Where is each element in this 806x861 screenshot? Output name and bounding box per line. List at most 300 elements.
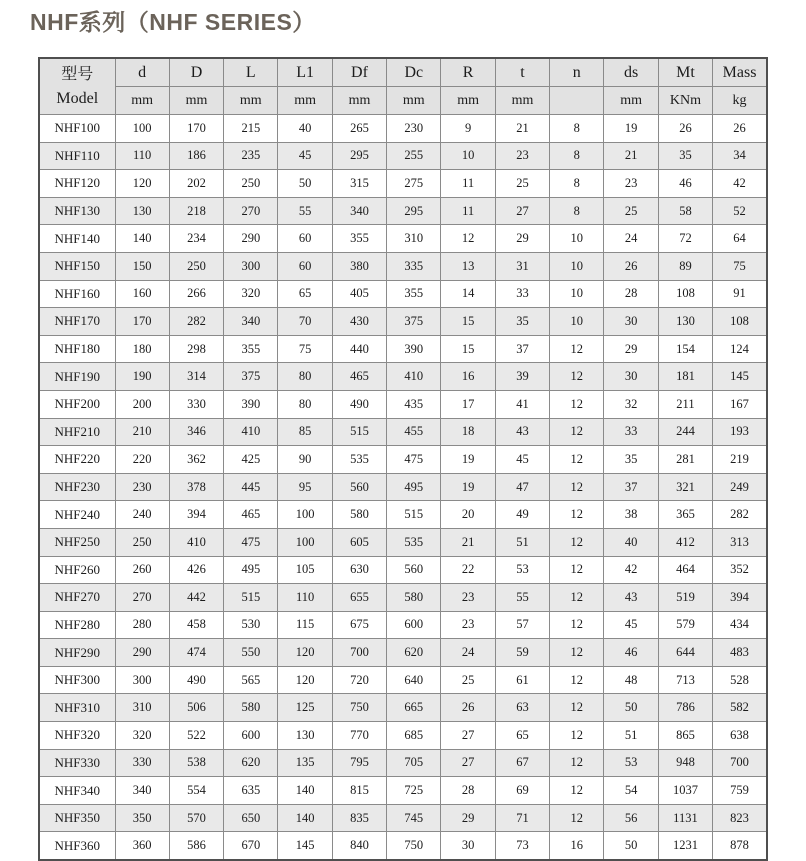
value-cell-3: 125 — [278, 694, 332, 722]
value-cell-7: 71 — [495, 804, 549, 832]
value-cell-6: 11 — [441, 170, 495, 198]
value-cell-6: 24 — [441, 639, 495, 667]
value-cell-3: 80 — [278, 390, 332, 418]
column-header-df: Df — [332, 58, 386, 87]
column-header-n: n — [550, 58, 604, 87]
table-row — [39, 280, 767, 308]
value-cell-2: 445 — [224, 473, 278, 501]
value-cell-4: 340 — [332, 197, 386, 225]
model-cell: NHF340 — [39, 777, 115, 805]
table-row — [39, 363, 767, 391]
value-cell-10: 26 — [658, 115, 712, 143]
value-cell-9: 33 — [604, 418, 658, 446]
value-cell-1: 570 — [169, 804, 223, 832]
model-cell: NHF210 — [39, 418, 115, 446]
value-cell-0: 240 — [115, 501, 169, 529]
value-cell-7: 45 — [495, 446, 549, 474]
value-cell-10: 35 — [658, 142, 712, 170]
value-cell-9: 26 — [604, 252, 658, 280]
value-cell-3: 145 — [278, 832, 332, 860]
value-cell-2: 375 — [224, 363, 278, 391]
value-cell-2: 320 — [224, 280, 278, 308]
value-cell-2: 635 — [224, 777, 278, 805]
value-cell-3: 120 — [278, 666, 332, 694]
value-cell-10: 1231 — [658, 832, 712, 860]
value-cell-7: 67 — [495, 749, 549, 777]
value-cell-6: 17 — [441, 390, 495, 418]
value-cell-2: 670 — [224, 832, 278, 860]
value-cell-10: 948 — [658, 749, 712, 777]
value-cell-5: 725 — [387, 777, 441, 805]
value-cell-11: 759 — [713, 777, 767, 805]
column-unit-df: mm — [332, 87, 386, 115]
value-cell-10: 211 — [658, 390, 712, 418]
model-cell: NHF200 — [39, 390, 115, 418]
value-cell-5: 640 — [387, 666, 441, 694]
column-header-mt: Mt — [658, 58, 712, 87]
table-row — [39, 115, 767, 143]
table-row — [39, 418, 767, 446]
column-unit-r: mm — [441, 87, 495, 115]
value-cell-11: 145 — [713, 363, 767, 391]
value-cell-11: 42 — [713, 170, 767, 198]
model-cell: NHF260 — [39, 556, 115, 584]
value-cell-3: 65 — [278, 280, 332, 308]
value-cell-8: 12 — [550, 335, 604, 363]
value-cell-1: 330 — [169, 390, 223, 418]
value-cell-0: 290 — [115, 639, 169, 667]
model-cell: NHF240 — [39, 501, 115, 529]
value-cell-11: 528 — [713, 666, 767, 694]
value-cell-7: 65 — [495, 722, 549, 750]
value-cell-4: 835 — [332, 804, 386, 832]
table-row — [39, 473, 767, 501]
value-cell-9: 19 — [604, 115, 658, 143]
value-cell-10: 365 — [658, 501, 712, 529]
model-cell: NHF310 — [39, 694, 115, 722]
value-cell-3: 60 — [278, 252, 332, 280]
value-cell-3: 40 — [278, 115, 332, 143]
value-cell-9: 51 — [604, 722, 658, 750]
value-cell-8: 12 — [550, 473, 604, 501]
value-cell-3: 45 — [278, 142, 332, 170]
value-cell-6: 12 — [441, 225, 495, 253]
value-cell-0: 230 — [115, 473, 169, 501]
value-cell-5: 275 — [387, 170, 441, 198]
value-cell-0: 180 — [115, 335, 169, 363]
value-cell-5: 560 — [387, 556, 441, 584]
nhf-series-spec-table — [38, 57, 768, 861]
value-cell-3: 55 — [278, 197, 332, 225]
value-cell-2: 300 — [224, 252, 278, 280]
value-cell-5: 580 — [387, 584, 441, 612]
value-cell-11: 823 — [713, 804, 767, 832]
value-cell-5: 515 — [387, 501, 441, 529]
value-cell-2: 475 — [224, 528, 278, 556]
value-cell-11: 483 — [713, 639, 767, 667]
value-cell-9: 38 — [604, 501, 658, 529]
value-cell-1: 282 — [169, 308, 223, 336]
value-cell-8: 12 — [550, 666, 604, 694]
value-cell-5: 705 — [387, 749, 441, 777]
value-cell-0: 260 — [115, 556, 169, 584]
value-cell-11: 434 — [713, 611, 767, 639]
value-cell-3: 95 — [278, 473, 332, 501]
value-cell-9: 53 — [604, 749, 658, 777]
value-cell-8: 10 — [550, 308, 604, 336]
value-cell-6: 19 — [441, 446, 495, 474]
value-cell-11: 75 — [713, 252, 767, 280]
page-title: NHF系列（NHF SERIES） — [30, 9, 316, 35]
value-cell-6: 25 — [441, 666, 495, 694]
value-cell-8: 12 — [550, 722, 604, 750]
value-cell-7: 37 — [495, 335, 549, 363]
value-cell-8: 12 — [550, 639, 604, 667]
value-cell-7: 53 — [495, 556, 549, 584]
value-cell-2: 580 — [224, 694, 278, 722]
value-cell-7: 39 — [495, 363, 549, 391]
value-cell-5: 410 — [387, 363, 441, 391]
value-cell-6: 30 — [441, 832, 495, 860]
table-row — [39, 611, 767, 639]
value-cell-11: 26 — [713, 115, 767, 143]
value-cell-1: 378 — [169, 473, 223, 501]
value-cell-9: 46 — [604, 639, 658, 667]
value-cell-6: 10 — [441, 142, 495, 170]
value-cell-1: 586 — [169, 832, 223, 860]
value-cell-4: 720 — [332, 666, 386, 694]
value-cell-10: 321 — [658, 473, 712, 501]
value-cell-0: 310 — [115, 694, 169, 722]
model-cell: NHF180 — [39, 335, 115, 363]
table-row — [39, 528, 767, 556]
value-cell-6: 13 — [441, 252, 495, 280]
value-cell-5: 750 — [387, 832, 441, 860]
value-cell-9: 23 — [604, 170, 658, 198]
model-cell: NHF290 — [39, 639, 115, 667]
value-cell-8: 12 — [550, 418, 604, 446]
value-cell-7: 63 — [495, 694, 549, 722]
value-cell-7: 27 — [495, 197, 549, 225]
column-unit-l: mm — [224, 87, 278, 115]
value-cell-0: 130 — [115, 197, 169, 225]
value-cell-4: 295 — [332, 142, 386, 170]
column-header-d: D — [169, 58, 223, 87]
value-cell-4: 815 — [332, 777, 386, 805]
value-cell-5: 745 — [387, 804, 441, 832]
value-cell-1: 266 — [169, 280, 223, 308]
value-cell-11: 167 — [713, 390, 767, 418]
value-cell-8: 12 — [550, 777, 604, 805]
table-row — [39, 501, 767, 529]
table-row — [39, 777, 767, 805]
value-cell-2: 465 — [224, 501, 278, 529]
value-cell-10: 281 — [658, 446, 712, 474]
column-header-ds: ds — [604, 58, 658, 87]
value-cell-11: 313 — [713, 528, 767, 556]
value-cell-6: 22 — [441, 556, 495, 584]
value-cell-7: 31 — [495, 252, 549, 280]
value-cell-1: 218 — [169, 197, 223, 225]
column-header-t: t — [495, 58, 549, 87]
value-cell-6: 9 — [441, 115, 495, 143]
value-cell-10: 72 — [658, 225, 712, 253]
value-cell-5: 455 — [387, 418, 441, 446]
value-cell-7: 57 — [495, 611, 549, 639]
value-cell-8: 12 — [550, 611, 604, 639]
value-cell-10: 46 — [658, 170, 712, 198]
value-cell-0: 340 — [115, 777, 169, 805]
model-cell: NHF330 — [39, 749, 115, 777]
value-cell-4: 465 — [332, 363, 386, 391]
value-cell-9: 56 — [604, 804, 658, 832]
value-cell-0: 160 — [115, 280, 169, 308]
model-cell: NHF270 — [39, 584, 115, 612]
value-cell-4: 380 — [332, 252, 386, 280]
value-cell-9: 50 — [604, 832, 658, 860]
value-cell-5: 375 — [387, 308, 441, 336]
column-unit-ds: mm — [604, 87, 658, 115]
value-cell-7: 73 — [495, 832, 549, 860]
value-cell-0: 110 — [115, 142, 169, 170]
value-cell-5: 475 — [387, 446, 441, 474]
value-cell-5: 665 — [387, 694, 441, 722]
value-cell-1: 410 — [169, 528, 223, 556]
value-cell-2: 390 — [224, 390, 278, 418]
model-cell: NHF110 — [39, 142, 115, 170]
value-cell-3: 70 — [278, 308, 332, 336]
table-row — [39, 584, 767, 612]
value-cell-9: 24 — [604, 225, 658, 253]
column-header-r: R — [441, 58, 495, 87]
value-cell-5: 335 — [387, 252, 441, 280]
value-cell-8: 12 — [550, 501, 604, 529]
value-cell-2: 250 — [224, 170, 278, 198]
value-cell-0: 250 — [115, 528, 169, 556]
value-cell-0: 210 — [115, 418, 169, 446]
value-cell-4: 700 — [332, 639, 386, 667]
value-cell-11: 108 — [713, 308, 767, 336]
table-row — [39, 446, 767, 474]
value-cell-6: 29 — [441, 804, 495, 832]
value-cell-8: 12 — [550, 446, 604, 474]
value-cell-0: 320 — [115, 722, 169, 750]
value-cell-2: 600 — [224, 722, 278, 750]
value-cell-2: 495 — [224, 556, 278, 584]
value-cell-10: 58 — [658, 197, 712, 225]
value-cell-1: 298 — [169, 335, 223, 363]
value-cell-11: 352 — [713, 556, 767, 584]
table-row — [39, 722, 767, 750]
model-header-en: Model — [56, 89, 99, 107]
model-cell: NHF360 — [39, 832, 115, 860]
value-cell-8: 10 — [550, 225, 604, 253]
value-cell-11: 91 — [713, 280, 767, 308]
value-cell-4: 560 — [332, 473, 386, 501]
table-row — [39, 225, 767, 253]
value-cell-11: 282 — [713, 501, 767, 529]
value-cell-3: 75 — [278, 335, 332, 363]
value-cell-2: 550 — [224, 639, 278, 667]
value-cell-11: 878 — [713, 832, 767, 860]
table-header — [39, 58, 767, 115]
value-cell-3: 100 — [278, 501, 332, 529]
value-cell-4: 355 — [332, 225, 386, 253]
value-cell-4: 440 — [332, 335, 386, 363]
table-row — [39, 252, 767, 280]
value-cell-4: 490 — [332, 390, 386, 418]
column-unit-t: mm — [495, 87, 549, 115]
value-cell-1: 346 — [169, 418, 223, 446]
value-cell-8: 16 — [550, 832, 604, 860]
model-cell: NHF230 — [39, 473, 115, 501]
value-cell-10: 1131 — [658, 804, 712, 832]
value-cell-1: 394 — [169, 501, 223, 529]
table-row — [39, 804, 767, 832]
value-cell-8: 12 — [550, 584, 604, 612]
value-cell-1: 442 — [169, 584, 223, 612]
column-header-l1: L1 — [278, 58, 332, 87]
table-row — [39, 308, 767, 336]
value-cell-8: 8 — [550, 115, 604, 143]
value-cell-1: 506 — [169, 694, 223, 722]
value-cell-6: 20 — [441, 501, 495, 529]
value-cell-1: 426 — [169, 556, 223, 584]
value-cell-7: 55 — [495, 584, 549, 612]
table-row — [39, 639, 767, 667]
value-cell-4: 405 — [332, 280, 386, 308]
table-row — [39, 666, 767, 694]
value-cell-9: 37 — [604, 473, 658, 501]
model-cell: NHF140 — [39, 225, 115, 253]
value-cell-9: 30 — [604, 363, 658, 391]
value-cell-4: 750 — [332, 694, 386, 722]
value-cell-4: 315 — [332, 170, 386, 198]
value-cell-9: 50 — [604, 694, 658, 722]
table-row — [39, 170, 767, 198]
value-cell-8: 12 — [550, 528, 604, 556]
column-unit-d: mm — [169, 87, 223, 115]
value-cell-3: 120 — [278, 639, 332, 667]
value-cell-5: 685 — [387, 722, 441, 750]
value-cell-11: 394 — [713, 584, 767, 612]
column-unit-n — [550, 87, 604, 115]
value-cell-7: 47 — [495, 473, 549, 501]
value-cell-3: 140 — [278, 777, 332, 805]
value-cell-10: 579 — [658, 611, 712, 639]
value-cell-3: 115 — [278, 611, 332, 639]
value-cell-0: 300 — [115, 666, 169, 694]
value-cell-4: 515 — [332, 418, 386, 446]
value-cell-4: 675 — [332, 611, 386, 639]
column-header-dc: Dc — [387, 58, 441, 87]
value-cell-2: 425 — [224, 446, 278, 474]
value-cell-10: 181 — [658, 363, 712, 391]
value-cell-5: 435 — [387, 390, 441, 418]
value-cell-3: 85 — [278, 418, 332, 446]
value-cell-10: 713 — [658, 666, 712, 694]
value-cell-0: 350 — [115, 804, 169, 832]
model-cell: NHF170 — [39, 308, 115, 336]
value-cell-10: 108 — [658, 280, 712, 308]
table-row — [39, 142, 767, 170]
value-cell-3: 60 — [278, 225, 332, 253]
value-cell-7: 23 — [495, 142, 549, 170]
value-cell-9: 29 — [604, 335, 658, 363]
value-cell-10: 130 — [658, 308, 712, 336]
value-cell-0: 120 — [115, 170, 169, 198]
value-cell-1: 314 — [169, 363, 223, 391]
column-unit-dc: mm — [387, 87, 441, 115]
value-cell-3: 135 — [278, 749, 332, 777]
value-cell-7: 59 — [495, 639, 549, 667]
value-cell-9: 54 — [604, 777, 658, 805]
value-cell-2: 215 — [224, 115, 278, 143]
value-cell-0: 220 — [115, 446, 169, 474]
value-cell-4: 580 — [332, 501, 386, 529]
value-cell-3: 50 — [278, 170, 332, 198]
model-cell: NHF150 — [39, 252, 115, 280]
value-cell-10: 89 — [658, 252, 712, 280]
value-cell-11: 249 — [713, 473, 767, 501]
value-cell-9: 45 — [604, 611, 658, 639]
value-cell-8: 12 — [550, 749, 604, 777]
value-cell-6: 21 — [441, 528, 495, 556]
value-cell-1: 186 — [169, 142, 223, 170]
value-cell-8: 12 — [550, 390, 604, 418]
value-cell-8: 12 — [550, 694, 604, 722]
value-cell-4: 430 — [332, 308, 386, 336]
value-cell-10: 244 — [658, 418, 712, 446]
value-cell-10: 412 — [658, 528, 712, 556]
table-row — [39, 197, 767, 225]
value-cell-3: 110 — [278, 584, 332, 612]
value-cell-11: 582 — [713, 694, 767, 722]
table-row — [39, 556, 767, 584]
value-cell-1: 250 — [169, 252, 223, 280]
value-cell-6: 23 — [441, 584, 495, 612]
column-header-mass: Mass — [713, 58, 767, 87]
value-cell-0: 200 — [115, 390, 169, 418]
column-header-d: d — [115, 58, 169, 87]
value-cell-0: 190 — [115, 363, 169, 391]
value-cell-2: 235 — [224, 142, 278, 170]
model-cell: NHF320 — [39, 722, 115, 750]
value-cell-2: 530 — [224, 611, 278, 639]
value-cell-7: 51 — [495, 528, 549, 556]
value-cell-1: 170 — [169, 115, 223, 143]
value-cell-6: 15 — [441, 308, 495, 336]
table-row — [39, 694, 767, 722]
model-cell: NHF280 — [39, 611, 115, 639]
value-cell-2: 290 — [224, 225, 278, 253]
value-cell-1: 362 — [169, 446, 223, 474]
table-row — [39, 832, 767, 860]
value-cell-6: 23 — [441, 611, 495, 639]
value-cell-6: 26 — [441, 694, 495, 722]
value-cell-9: 28 — [604, 280, 658, 308]
value-cell-11: 64 — [713, 225, 767, 253]
value-cell-7: 29 — [495, 225, 549, 253]
table-row — [39, 749, 767, 777]
value-cell-8: 12 — [550, 804, 604, 832]
value-cell-10: 786 — [658, 694, 712, 722]
value-cell-6: 14 — [441, 280, 495, 308]
column-unit-mass: kg — [713, 87, 767, 115]
value-cell-7: 69 — [495, 777, 549, 805]
value-cell-2: 340 — [224, 308, 278, 336]
value-cell-7: 41 — [495, 390, 549, 418]
